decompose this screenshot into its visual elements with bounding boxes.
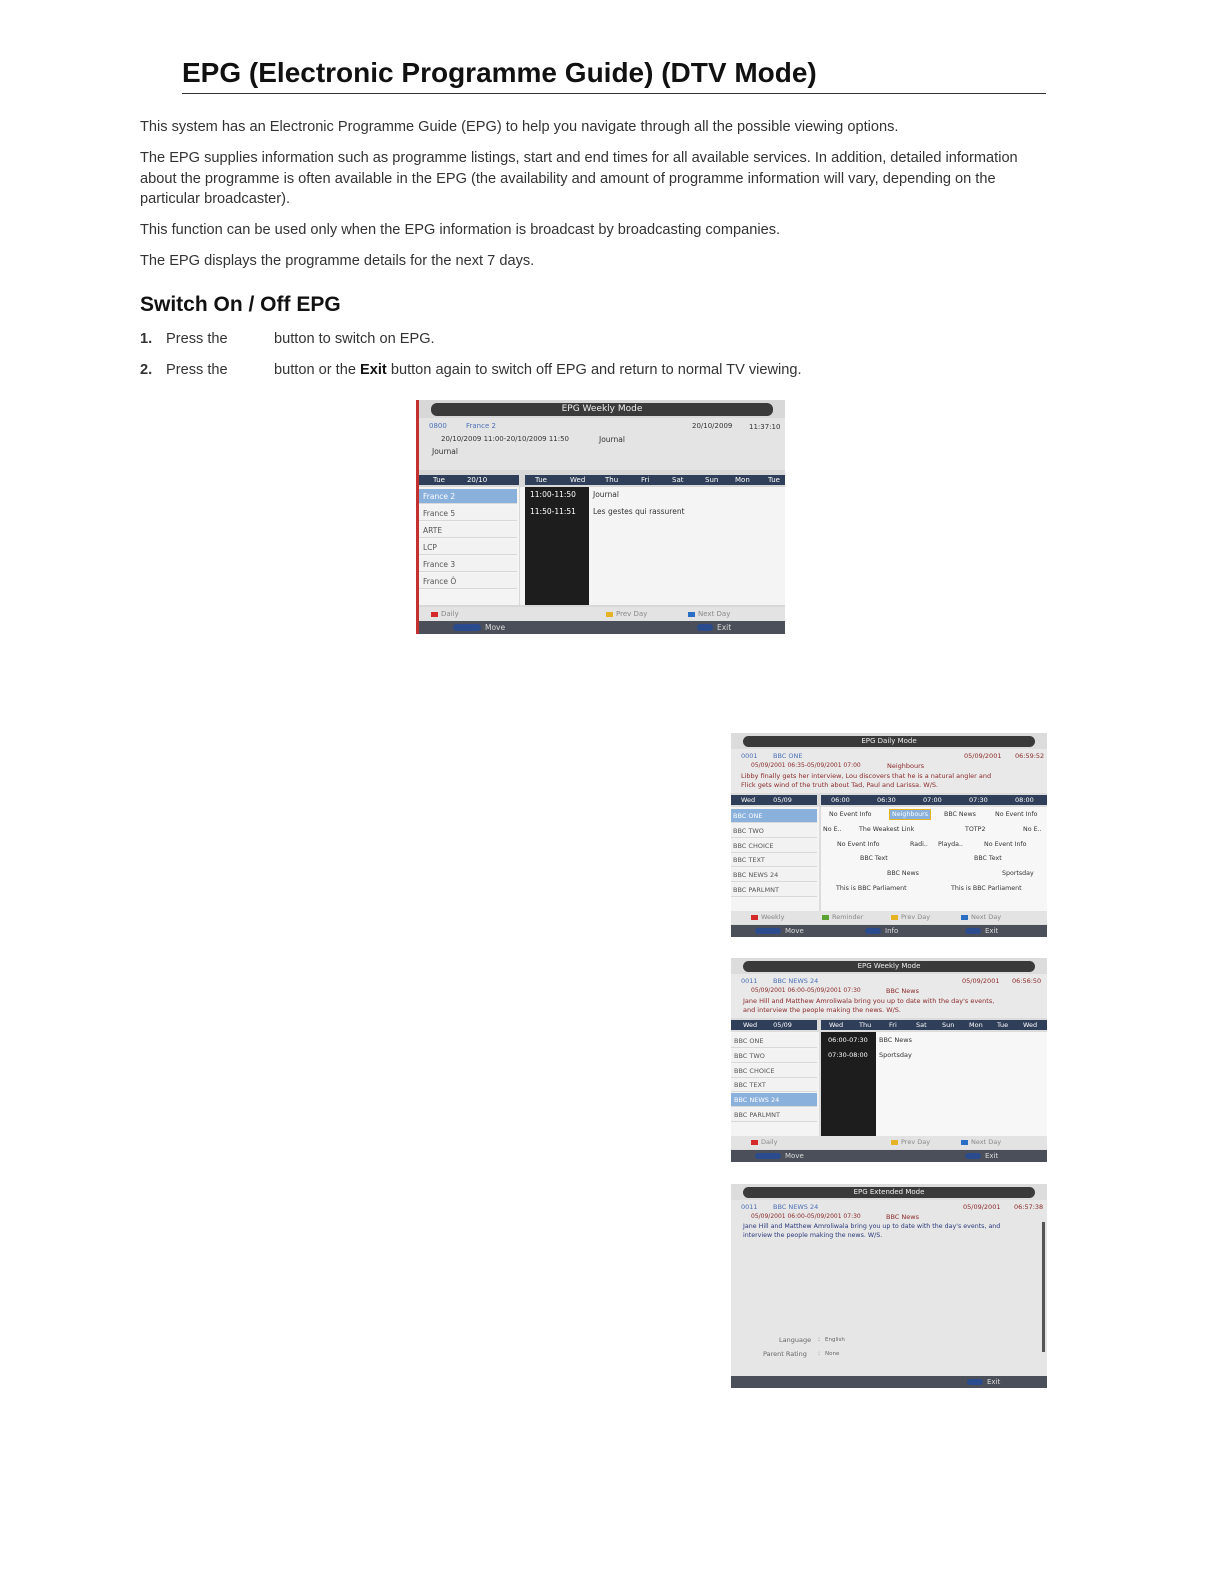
- screen-title-bar: EPG Daily Mode: [743, 736, 1035, 747]
- epg-weekly-screen-bbc: [731, 958, 1047, 1162]
- section-heading: Switch On / Off EPG: [140, 293, 341, 316]
- event-cell[interactable]: TOTP2: [965, 826, 986, 833]
- days-header: Tue Wed Thu Fri Sat Sun Mon Tue: [525, 475, 785, 485]
- event-cell[interactable]: This is BBC Parliament: [951, 885, 1022, 892]
- event-title[interactable]: Journal: [593, 490, 619, 499]
- event-cell[interactable]: Playda..: [938, 841, 963, 848]
- event-grid: [821, 1032, 1047, 1136]
- event-title[interactable]: BBC News: [879, 1036, 912, 1044]
- date-header: Wed 05/09: [731, 1020, 817, 1030]
- event-cell[interactable]: BBC News: [887, 870, 919, 877]
- event-cell[interactable]: Radi..: [910, 841, 928, 848]
- screen-title-bar: EPG Weekly Mode: [743, 961, 1035, 972]
- programme-info-panel: 0011 BBC NEWS 24 05/09/2001 06:56:50 05/09/2001 06:00-05/09/2001 07:30 BBC News Jane Hill and Matthew Amroliwala bring you up to date with the day's events, and interview the people making the news. W/S.: [731, 974, 1047, 1018]
- channel-list: [731, 1032, 819, 1136]
- event-title[interactable]: Sportsday: [879, 1051, 912, 1059]
- event-time[interactable]: 07:30-08:00: [828, 1051, 868, 1059]
- step-text-end: button to switch on EPG.: [274, 331, 435, 347]
- event-time[interactable]: 06:00-07:30: [828, 1036, 868, 1044]
- channel-item[interactable]: BBC ONE: [731, 809, 817, 823]
- info-paragraph: The EPG supplies information such as programme listings, start and end times for all available services. In addition, detailed information about the programme is often available in the EPG (the availability and amount of programme information will vary, depending on the particular broadcaster).: [140, 150, 1018, 207]
- channel-item[interactable]: BBC NEWS 24: [731, 868, 817, 882]
- footer-colour-keys: Weekly Reminder Prev Day Next Day: [731, 911, 1047, 924]
- step-number: 2.: [140, 362, 153, 378]
- event-grid: [821, 807, 1047, 911]
- channel-item[interactable]: France 5: [419, 506, 517, 521]
- footer-nav-keys: Move Exit: [731, 1150, 1047, 1162]
- epg-weekly-screen-france: [416, 400, 785, 634]
- epg-extended-screen: [731, 1184, 1047, 1388]
- date-header: Tue 20/10: [419, 475, 519, 485]
- footer-nav-keys: Move Info Exit: [731, 925, 1047, 937]
- event-title[interactable]: Les gestes qui rassurent: [593, 507, 685, 516]
- programme-info-panel: 0800 France 2 20/10/2009 11:37:10 20/10/2009 11:00-20/10/2009 11:50 Journal Journal: [419, 418, 785, 470]
- event-cell[interactable]: The Weakest Link: [859, 826, 915, 833]
- event-cell[interactable]: No E..: [823, 826, 842, 833]
- channel-item[interactable]: BBC ONE: [731, 1034, 817, 1048]
- channel-item[interactable]: BBC TWO: [731, 1049, 817, 1063]
- channel-item[interactable]: France Ô: [419, 574, 517, 589]
- step-text-end: button or the Exit button again to switch off EPG and return to normal TV viewing.: [274, 362, 802, 378]
- event-time[interactable]: 11:00-11:50: [530, 490, 576, 499]
- intro-paragraph: This system has an Electronic Programme Guide (EPG) to help you navigate through all the possible viewing options.: [140, 119, 899, 135]
- days-header: Wed Thu Fri Sat Sun Mon Tue Wed: [821, 1020, 1047, 1030]
- footer-colour-keys: Daily Prev Day Next Day: [731, 1136, 1047, 1149]
- step-number: 1.: [140, 331, 153, 347]
- channel-list: [731, 807, 819, 911]
- event-cell[interactable]: No Event Info: [984, 841, 1027, 848]
- channel-item[interactable]: BBC NEWS 24: [731, 1093, 817, 1107]
- event-cell[interactable]: No E..: [1023, 826, 1042, 833]
- extended-info-panel: 0011 BBC NEWS 24 05/09/2001 06:57:38 05/09/2001 06:00-05/09/2001 07:30 BBC News Jane Hill and Matthew Amroliwala bring you up to date with the day's events, and interview the people making the news. W/S. Language : English Parent Rating : None: [731, 1200, 1047, 1376]
- event-time[interactable]: 11:50-11:51: [530, 507, 576, 516]
- epg-daily-screen: [731, 733, 1047, 937]
- channel-item[interactable]: ARTE: [419, 523, 517, 538]
- event-cell[interactable]: This is BBC Parliament: [836, 885, 907, 892]
- footer-colour-keys: Daily Prev Day Next Day: [419, 607, 785, 621]
- channel-item[interactable]: BBC CHOICE: [731, 1064, 817, 1078]
- step-text-start: Press the: [166, 362, 228, 378]
- step-text-start: Press the: [166, 331, 228, 347]
- screen-title-bar: EPG Weekly Mode: [431, 403, 773, 416]
- event-cell[interactable]: BBC Text: [860, 855, 888, 862]
- channel-item[interactable]: BBC TEXT: [731, 853, 817, 867]
- days-paragraph: The EPG displays the programme details for the next 7 days.: [140, 253, 535, 269]
- footer-nav-keys: Exit: [731, 1376, 1047, 1388]
- channel-item[interactable]: BBC TWO: [731, 824, 817, 838]
- channel-item[interactable]: BBC CHOICE: [731, 839, 817, 853]
- event-cell[interactable]: Sportsday: [1002, 870, 1034, 877]
- exit-keyword: Exit: [360, 362, 387, 378]
- channel-item[interactable]: BBC PARLMNT: [731, 1108, 817, 1122]
- event-cell-selected[interactable]: Neighbours: [889, 809, 931, 820]
- scrollbar[interactable]: [1042, 1222, 1045, 1352]
- event-grid: [520, 487, 785, 605]
- footer-nav-keys: Move Exit: [419, 621, 785, 634]
- channel-list: [419, 487, 519, 605]
- channel-item[interactable]: France 3: [419, 557, 517, 572]
- screen-title-bar: EPG Extended Mode: [743, 1187, 1035, 1198]
- date-header: Wed 05/09: [731, 795, 817, 805]
- programme-info-panel: 0001 BBC ONE 05/09/2001 06:59:52 05/09/2001 06:35-05/09/2001 07:00 Neighbours Libby finally gets her interview, Lou discovers that he is a natural angler and Flick gets wind of the truth about Tad, Paul and Larissa. W/S.: [731, 749, 1047, 793]
- event-cell[interactable]: BBC Text: [974, 855, 1002, 862]
- channel-item[interactable]: LCP: [419, 540, 517, 555]
- channel-item[interactable]: France 2: [419, 489, 517, 504]
- channel-item[interactable]: BBC PARLMNT: [731, 883, 817, 897]
- event-cell[interactable]: No Event Info: [837, 841, 880, 848]
- page-title: EPG (Electronic Programme Guide) (DTV Mode): [182, 57, 1046, 94]
- broadcast-paragraph: This function can be used only when the EPG information is broadcast by broadcasting companies.: [140, 222, 781, 238]
- event-cell[interactable]: BBC News: [944, 811, 976, 818]
- time-header: 06:00 06:30 07:00 07:30 08:00: [821, 795, 1047, 805]
- event-cell[interactable]: No Event Info: [829, 811, 872, 818]
- event-cell[interactable]: No Event Info: [995, 811, 1038, 818]
- channel-item[interactable]: BBC TEXT: [731, 1078, 817, 1092]
